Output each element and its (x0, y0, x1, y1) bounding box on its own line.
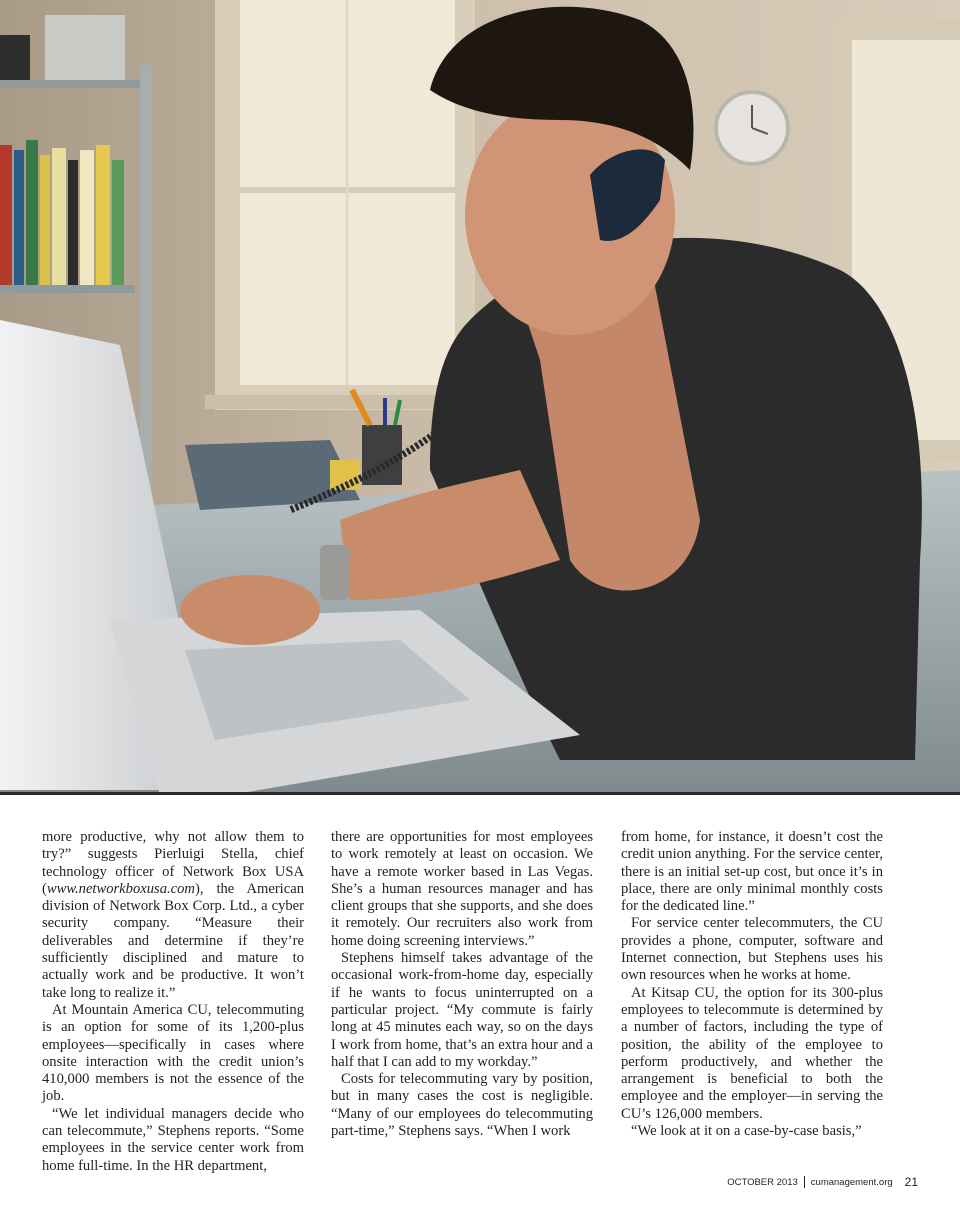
page-number: 21 (904, 1175, 918, 1189)
article-paragraph (621, 915, 883, 984)
paragraph-text: For service center telecommuters, the CU provides a phone, computer, software and Internet connection, but Stephens uses his own resources when he works at home. (621, 915, 883, 984)
article-paragraph (42, 1002, 304, 1106)
article-paragraph (621, 985, 883, 1123)
text-column-2 (331, 829, 593, 1140)
article-paragraph (42, 1106, 304, 1175)
paragraph-text: there are opportunities for most employees to work remotely at least on occasion. We have a remote worker based in Las Vegas. She’s a human resources manager and has client groups that she supports, and she does it remotely. Our recruiters also work from home doing screening interviews.” (331, 829, 593, 949)
article-paragraph (331, 950, 593, 1071)
paragraph-text: from home, for instance, it doesn’t cost the credit union anything. For the service center, there is an initial set-up cost, but once it’s in place, there are only minimal monthly costs for the dedicated line.” (621, 829, 883, 915)
footer-divider (804, 1176, 805, 1188)
paragraph-text: ), the American division of Network Box Corp. Ltd., a cyber security company. “Measure their deliverables and determine if they’re sufficiently disciplined and mature to actually work and be productive. It won’t take long to realize it.” (42, 880, 304, 1001)
article-paragraph (621, 1123, 883, 1140)
paragraph-text: more productive, why not allow them to try?” suggests Pierluigi Stella, chief technology officer of Network Box USA ( (42, 829, 304, 897)
text-column-1 (42, 829, 304, 1175)
article-paragraph (621, 829, 883, 915)
article-paragraph (331, 829, 593, 950)
page-footer (727, 1175, 918, 1189)
paragraph-text: Costs for telecommuting vary by position, but in many cases the cost is negligible. “Many of our employees do telecommuting part-time,” Stephens says. “When I work (331, 1071, 593, 1140)
paragraph-text: Stephens himself takes advantage of the occasional work-from-home day, especially if he wants to focus uninterrupted on a particular project. “My commute is fairly long at 45 minutes each way, so on the days I work from home, that’s an extra hour and a half that I can add to my workday.” (331, 950, 593, 1070)
text-column-3 (621, 829, 883, 1140)
paragraph-text: “We let individual managers decide who can telecommute,” Stephens reports. “Some employees in the service center work from home full-time. In the HR department, (42, 1105, 304, 1174)
paragraph-text: “We look at it on a case-by-case basis,” (631, 1123, 862, 1140)
article-paragraph (331, 1071, 593, 1140)
issue-date: OCTOBER 2013 (727, 1176, 798, 1188)
article-paragraph (42, 829, 304, 1002)
paragraph-text: At Kitsap CU, the option for its 300-plus employees to telecommute is determined by a number of factors, including the type of position, the ability of the employee to perform productively, and whether the arrangement is beneficial to both the employee and the employer—in serving the CU’s 126,000 members. (621, 984, 883, 1122)
url-text: www.networkboxusa.com (46, 880, 195, 897)
site-url[interactable]: cumanagement.org (810, 1176, 893, 1188)
paragraph-text: At Mountain America CU, telecommuting is an option for some of its 1,200-plus employees—specifically in cases where onsite interaction with the credit union’s 410,000 members is not the essence of the job. (42, 1001, 304, 1105)
